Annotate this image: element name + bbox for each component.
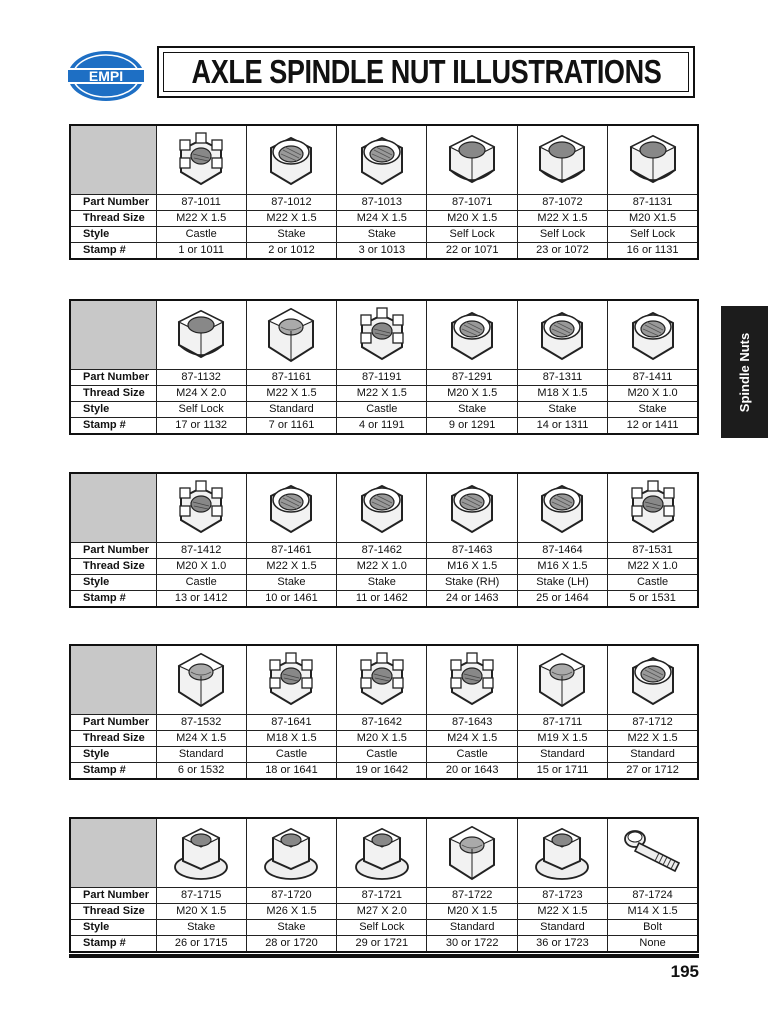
style-cell: Self Lock [337,920,427,936]
part-illustration [517,300,607,370]
style-cell: Stake (LH) [517,575,607,591]
bolt-icon [608,821,697,885]
thread-size-cell: M22 X 1.5 [246,559,336,575]
style-row [70,920,698,936]
stamp-cell: 20 or 1643 [427,763,517,780]
part-number-cell: 87-1711 [517,715,607,731]
thread-size-row [70,904,698,920]
style-cell: Stake [156,920,246,936]
stake-nut-icon [518,303,607,367]
hex-nut-icon [427,821,516,885]
stake-nut-icon [337,128,426,192]
header-corner [70,125,156,195]
thread-size-cell: M20 X 1.5 [337,731,427,747]
part-illustration [608,300,698,370]
part-illustration [427,645,517,715]
thread-size-cell: M22 X 1.5 [246,211,336,227]
stamp-cell: 11 or 1462 [337,591,427,608]
thread-size-row [70,731,698,747]
style-cell: Stake [246,920,336,936]
thread-size-row [70,211,698,227]
part-illustration [517,645,607,715]
image-row [70,473,698,543]
header-corner [70,473,156,543]
part-number-cell: 87-1463 [427,543,517,559]
row-label: Stamp # [70,418,156,435]
thread-size-cell: M26 X 1.5 [246,904,336,920]
row-label: Thread Size [70,904,156,920]
stamp-cell: 15 or 1711 [517,763,607,780]
part-number-cell: 87-1161 [246,370,336,386]
part-number-cell: 87-1462 [337,543,427,559]
style-cell: Standard [608,747,698,763]
image-row [70,125,698,195]
row-label: Thread Size [70,559,156,575]
part-number-row [70,543,698,559]
castle-nut-icon [247,648,336,712]
part-number-cell: 87-1641 [246,715,336,731]
row-label: Thread Size [70,386,156,402]
stake-nut-icon [427,303,516,367]
part-number-cell: 87-1412 [156,543,246,559]
stamp-cell: 18 or 1641 [246,763,336,780]
style-cell: Stake [427,402,517,418]
stamp-row [70,936,698,953]
part-number-row [70,370,698,386]
thread-size-cell: M22 X 1.5 [156,211,246,227]
thread-size-cell: M22 X 1.0 [608,559,698,575]
page-title: AXLE SPINDLE NUT ILLUSTRATIONS [191,53,661,90]
part-number-row [70,888,698,904]
stamp-cell: 25 or 1464 [517,591,607,608]
stamp-cell: 24 or 1463 [427,591,517,608]
style-cell: Self Lock [517,227,607,243]
part-number-cell: 87-1011 [156,195,246,211]
castle-nut-icon [157,476,246,540]
part-illustration [156,818,246,888]
stake-nut-icon [247,476,336,540]
part-number-cell: 87-1131 [608,195,698,211]
parts-table [69,472,699,608]
parts-table [69,817,699,953]
empi-logo [66,49,146,103]
stamp-cell: 12 or 1411 [608,418,698,435]
part-illustration [517,125,607,195]
style-cell: Stake [608,402,698,418]
castle-nut-icon [337,648,426,712]
part-number-cell: 87-1311 [517,370,607,386]
stake-nut-icon [337,476,426,540]
flange-nut-icon [337,821,426,885]
part-number-cell: 87-1722 [427,888,517,904]
thread-size-cell: M24 X 1.5 [427,731,517,747]
style-cell: Bolt [608,920,698,936]
thread-size-cell: M16 X 1.5 [517,559,607,575]
part-number-cell: 87-1411 [608,370,698,386]
style-row [70,227,698,243]
part-illustration [337,300,427,370]
thread-size-cell: M27 X 2.0 [337,904,427,920]
part-illustration [246,473,336,543]
parts-table [69,644,699,780]
thread-size-cell: M20 X 1.0 [156,559,246,575]
part-number-cell: 87-1532 [156,715,246,731]
flange-nut-icon [518,821,607,885]
style-cell: Self Lock [427,227,517,243]
part-illustration [427,300,517,370]
part-illustration [337,125,427,195]
hex-nut-icon [247,303,336,367]
part-number-cell: 87-1071 [427,195,517,211]
castle-nut-icon [337,303,426,367]
thread-size-cell: M22 X 1.5 [517,211,607,227]
stamp-cell: 17 or 1132 [156,418,246,435]
stamp-cell: 36 or 1723 [517,936,607,953]
stake-nut-icon [608,303,697,367]
row-label: Stamp # [70,936,156,953]
flange-nut-icon [247,821,336,885]
stake-nut-icon [247,128,336,192]
stamp-row [70,763,698,780]
bottom-rule [69,954,699,958]
hex-nut-icon [518,648,607,712]
part-illustration [246,645,336,715]
row-label: Style [70,402,156,418]
part-number-cell: 87-1013 [337,195,427,211]
style-cell: Castle [427,747,517,763]
thread-size-cell: M22 X 1.5 [608,731,698,747]
row-label: Thread Size [70,731,156,747]
page-number: 195 [670,962,699,981]
part-illustration [246,300,336,370]
thread-size-cell: M22 X 1.5 [246,386,336,402]
row-label: Thread Size [70,211,156,227]
stamp-row [70,243,698,260]
row-label: Style [70,227,156,243]
style-cell: Self Lock [608,227,698,243]
style-cell: Castle [246,747,336,763]
part-number-row [70,195,698,211]
part-illustration [608,473,698,543]
thread-size-cell: M20 X1.5 [608,211,698,227]
part-illustration [608,818,698,888]
style-cell: Castle [156,227,246,243]
header-corner [70,818,156,888]
style-cell: Stake [337,575,427,591]
stamp-cell: 13 or 1412 [156,591,246,608]
thread-size-cell: M16 X 1.5 [427,559,517,575]
stamp-cell: 14 or 1311 [517,418,607,435]
part-illustration [427,818,517,888]
row-label: Style [70,920,156,936]
part-number-cell: 87-1712 [608,715,698,731]
part-illustration [156,473,246,543]
thread-size-cell: M14 X 1.5 [608,904,698,920]
stamp-cell: 3 or 1013 [337,243,427,260]
part-illustration [427,473,517,543]
row-label: Part Number [70,715,156,731]
stamp-cell: 4 or 1191 [337,418,427,435]
stamp-cell: 2 or 1012 [246,243,336,260]
self-lock-nut-icon [518,128,607,192]
thread-size-cell: M22 X 1.0 [337,559,427,575]
style-cell: Standard [517,747,607,763]
style-cell: Standard [427,920,517,936]
part-number-cell: 87-1461 [246,543,336,559]
style-cell: Stake [517,402,607,418]
style-cell: Castle [608,575,698,591]
stamp-cell: 16 or 1131 [608,243,698,260]
thread-size-cell: M20 X 1.5 [427,904,517,920]
row-label: Part Number [70,888,156,904]
section-tab-label: Spindle Nuts [737,332,753,412]
part-illustration [517,818,607,888]
castle-nut-icon [427,648,516,712]
thread-size-cell: M20 X 1.5 [156,904,246,920]
row-label: Style [70,747,156,763]
thread-size-row [70,559,698,575]
row-label: Style [70,575,156,591]
style-cell: Castle [337,747,427,763]
thread-size-cell: M22 X 1.5 [337,386,427,402]
thread-size-cell: M20 X 1.5 [427,211,517,227]
section-tab[interactable] [721,306,768,438]
part-illustration [246,818,336,888]
thread-size-cell: M19 X 1.5 [517,731,607,747]
part-illustration [608,125,698,195]
stamp-cell: 10 or 1461 [246,591,336,608]
stamp-cell: 28 or 1720 [246,936,336,953]
stamp-cell: 27 or 1712 [608,763,698,780]
image-row [70,645,698,715]
row-label: Part Number [70,195,156,211]
stamp-cell: 19 or 1642 [337,763,427,780]
part-number-cell: 87-1132 [156,370,246,386]
part-illustration [156,300,246,370]
style-row [70,747,698,763]
thread-size-cell: M24 X 1.5 [337,211,427,227]
hex-nut-icon [157,648,246,712]
style-cell: Stake [337,227,427,243]
parts-table [69,124,699,260]
row-label: Stamp # [70,591,156,608]
row-label: Stamp # [70,763,156,780]
style-cell: Standard [246,402,336,418]
stamp-cell: 26 or 1715 [156,936,246,953]
part-number-cell: 87-1531 [608,543,698,559]
row-label: Part Number [70,543,156,559]
style-cell: Stake [246,575,336,591]
thread-size-cell: M22 X 1.5 [517,904,607,920]
stake-nut-icon [608,648,697,712]
thread-size-cell: M24 X 1.5 [156,731,246,747]
part-number-cell: 87-1723 [517,888,607,904]
style-cell: Castle [337,402,427,418]
row-label: Stamp # [70,243,156,260]
part-number-cell: 87-1643 [427,715,517,731]
parts-table [69,299,699,435]
style-cell: Standard [517,920,607,936]
page-title-box [157,46,695,98]
stamp-cell: 29 or 1721 [337,936,427,953]
stamp-cell: 6 or 1532 [156,763,246,780]
stamp-row [70,591,698,608]
style-cell: Standard [156,747,246,763]
stamp-cell: 5 or 1531 [608,591,698,608]
style-row [70,402,698,418]
thread-size-cell: M18 X 1.5 [517,386,607,402]
part-illustration [517,473,607,543]
style-cell: Stake [246,227,336,243]
part-number-cell: 87-1724 [608,888,698,904]
part-illustration [337,818,427,888]
style-cell: Castle [156,575,246,591]
stamp-cell: 30 or 1722 [427,936,517,953]
thread-size-cell: M24 X 2.0 [156,386,246,402]
part-illustration [156,645,246,715]
stamp-cell: 22 or 1071 [427,243,517,260]
part-number-cell: 87-1012 [246,195,336,211]
part-number-cell: 87-1715 [156,888,246,904]
style-row [70,575,698,591]
header-corner [70,300,156,370]
self-lock-nut-icon [427,128,516,192]
part-number-cell: 87-1720 [246,888,336,904]
part-illustration [608,645,698,715]
stamp-cell: None [608,936,698,953]
thread-size-cell: M18 X 1.5 [246,731,336,747]
part-illustration [337,645,427,715]
part-illustration [337,473,427,543]
thread-size-cell: M20 X 1.5 [427,386,517,402]
style-cell: Self Lock [156,402,246,418]
part-number-row [70,715,698,731]
part-number-cell: 87-1072 [517,195,607,211]
self-lock-nut-icon [157,303,246,367]
svg-text:EMPI: EMPI [88,68,124,84]
stamp-cell: 9 or 1291 [427,418,517,435]
part-number-cell: 87-1191 [337,370,427,386]
stake-nut-icon [518,476,607,540]
row-label: Part Number [70,370,156,386]
part-number-cell: 87-1721 [337,888,427,904]
part-number-cell: 87-1291 [427,370,517,386]
empi-logo-icon [66,49,146,103]
header-corner [70,645,156,715]
self-lock-nut-icon [608,128,697,192]
stamp-cell: 7 or 1161 [246,418,336,435]
image-row [70,818,698,888]
castle-nut-icon [608,476,697,540]
part-number-cell: 87-1464 [517,543,607,559]
stamp-cell: 1 or 1011 [156,243,246,260]
part-illustration [246,125,336,195]
part-illustration [156,125,246,195]
image-row [70,300,698,370]
castle-nut-icon [157,128,246,192]
thread-size-cell: M20 X 1.0 [608,386,698,402]
flange-nut-icon [157,821,246,885]
part-number-cell: 87-1642 [337,715,427,731]
stamp-row [70,418,698,435]
style-cell: Stake (RH) [427,575,517,591]
thread-size-row [70,386,698,402]
stake-nut-icon [427,476,516,540]
stamp-cell: 23 or 1072 [517,243,607,260]
part-illustration [427,125,517,195]
